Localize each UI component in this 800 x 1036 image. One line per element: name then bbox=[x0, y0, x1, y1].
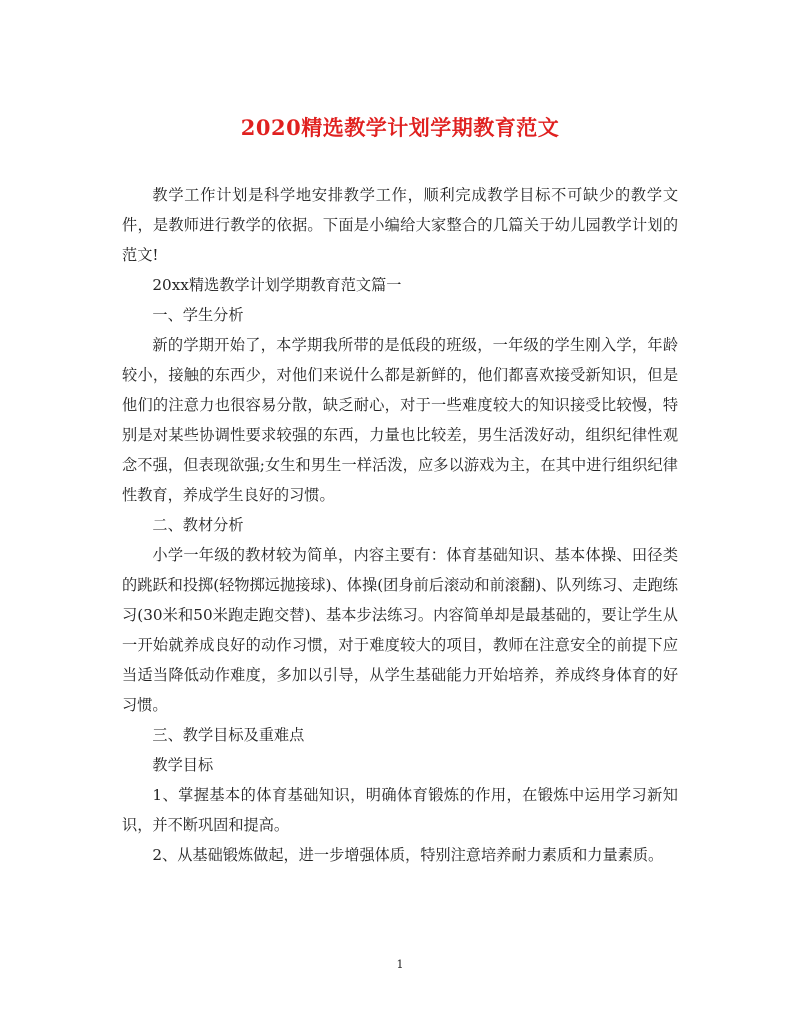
document-title: 2020精选教学计划学期教育范文 bbox=[240, 115, 560, 140]
section-heading: 20xx精选教学计划学期教育范文篇一 bbox=[152, 276, 402, 294]
goal-item-2: 2、从基础锻炼做起，进一步增强体质，特别注意培养耐力素质和力量素质。 bbox=[152, 846, 664, 864]
subheading-material-analysis: 二、教材分析 bbox=[152, 516, 244, 534]
material-analysis-paragraph: 小学一年级的教材较为简单，内容主要有：体育基础知识、基本体操、田径类的跳跃和投掷(轻物掷远抛接球)、体操(团身前后滚动和前滚翻)、队列练习、走跑练习(30米和50米跑走跑交替)、基本步法练习。内容简单却是最基础的，要让学生从一开始就养成良好的动作习惯，对于难度较大的项目，教师在注意安全的前提下应当适当降低动作难度，多加以引导，从学生基础能力开始培养，养成终身体育的好习惯。 bbox=[122, 546, 678, 714]
subheading-teaching-goals: 教学目标 bbox=[152, 756, 214, 774]
document-body bbox=[122, 180, 678, 870]
goal-item-1: 1、掌握基本的体育基础知识，明确体育锻炼的作用，在锻炼中运用学习新知识，并不断巩固和提高。 bbox=[122, 786, 678, 834]
intro-paragraph: 教学工作计划是科学地安排教学工作，顺利完成教学目标不可缺少的教学文件，是教师进行教学的依据。下面是小编给大家整合的几篇关于幼儿园教学计划的范文! bbox=[122, 186, 678, 264]
page-number: 1 bbox=[396, 958, 404, 971]
student-analysis-paragraph: 新的学期开始了，本学期我所带的是低段的班级，一年级的学生刚入学，年龄较小，接触的东西少，对他们来说什么都是新鲜的，他们都喜欢接受新知识，但是他们的注意力也很容易分散，缺乏耐心，对于一些难度较大的知识接受比较慢，特别是对某些协调性要求较强的东西，力量也比较差，男生活泼好动，组织纪律性观念不强，但表现欲强;女生和男生一样活泼，应多以游戏为主，在其中进行组织纪律性教育，养成学生良好的习惯。 bbox=[122, 336, 678, 504]
subheading-student-analysis: 一、学生分析 bbox=[152, 306, 244, 324]
subheading-goals: 三、教学目标及重难点 bbox=[152, 726, 305, 744]
